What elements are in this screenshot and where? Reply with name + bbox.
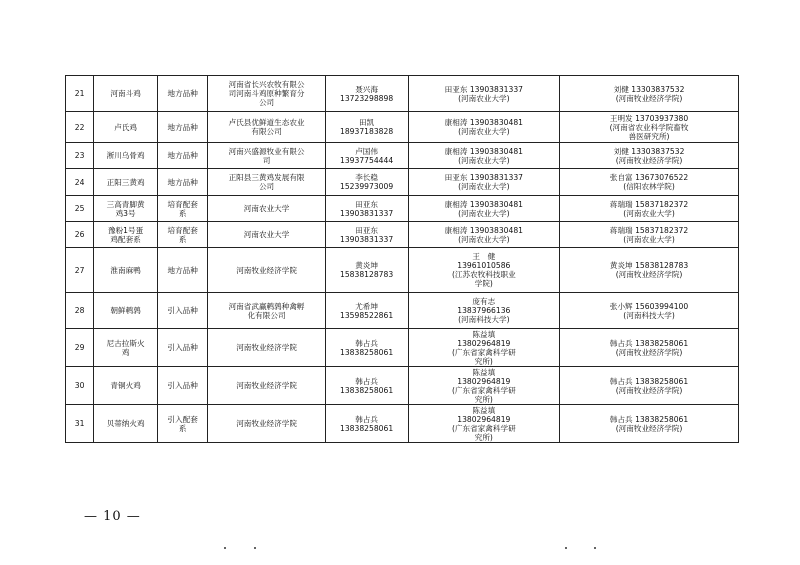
conservation-unit-line: 河南牧业经济学院 <box>236 381 297 390</box>
expert-line: (广东省家禽科学研 <box>451 347 516 357</box>
unit-contact-line: 田亚东 <box>355 225 378 235</box>
unit-contact-line: 13723298898 <box>340 93 394 103</box>
unit-contact-line: 13903831337 <box>340 208 394 218</box>
breed-name-cell <box>94 196 158 222</box>
row-number-cell: 22 <box>66 112 94 143</box>
conservation-unit-line: 河南农业大学 <box>243 230 290 239</box>
breed-name-cell <box>94 248 158 293</box>
unit-contact-line: 13838258061 <box>340 347 394 357</box>
breed-type-cell <box>157 405 208 443</box>
unit-contact-line: 韩占兵 <box>355 414 378 424</box>
breed-name-line: 豫粉1号蛋 <box>108 225 144 235</box>
conservation-unit-cell <box>208 222 325 248</box>
table-row <box>66 329 739 367</box>
breed-type-cell <box>157 367 208 405</box>
row-number-cell: 24 <box>66 169 94 196</box>
breed-name-line: 三高青脚黄 <box>106 199 145 209</box>
unit-contact-cell <box>325 405 408 443</box>
conservation-unit-line: 有限公司 <box>251 127 282 136</box>
breed-type-line: 系 <box>178 208 187 218</box>
breed-type-cell <box>157 169 208 196</box>
row-number-cell: 28 <box>66 293 94 329</box>
expert-cell <box>408 76 560 112</box>
breed-type-cell <box>157 143 208 169</box>
row-number-cell: 26 <box>66 222 94 248</box>
breed-name-cell <box>94 329 158 367</box>
row-number-cell: 21 <box>66 76 94 112</box>
conservation-unit-line: 卢氏县优鲜道生态农业 <box>228 118 305 127</box>
breed-name-line: 正阳三黄鸡 <box>106 177 145 187</box>
unit-contact-line: 聂兴海 <box>355 84 378 94</box>
breed-name-line: 贝蒂纳火鸡 <box>106 419 145 428</box>
conservation-unit-cell <box>208 112 325 143</box>
expert-line: 陈益填 <box>472 405 496 415</box>
breed-type-cell <box>157 76 208 112</box>
unit-contact-line: 18937183828 <box>340 127 394 136</box>
unit-contact-cell <box>325 196 408 222</box>
unit-contact-line: 韩占兵 <box>355 376 378 386</box>
breed-name-line: 淅川乌骨鸡 <box>106 151 145 160</box>
expert-line: (江苏农牧科技职业 <box>451 270 516 279</box>
assistant-expert-line: 张自富 13673076522 <box>609 173 689 182</box>
row-number-cell: 30 <box>66 367 94 405</box>
expert-line: 庞有志 <box>472 297 496 306</box>
conservation-unit-cell <box>208 293 325 329</box>
assistant-expert-cell <box>560 196 739 222</box>
scan-speck <box>254 547 256 549</box>
assistant-expert-cell <box>560 367 739 405</box>
row-number-cell: 25 <box>66 196 94 222</box>
breed-type-cell <box>157 329 208 367</box>
unit-contact-line: 田亚东 <box>355 199 378 209</box>
breed-name-cell <box>94 293 158 329</box>
breed-name-cell <box>94 76 158 112</box>
expert-cell <box>408 367 560 405</box>
expert-line: 究所) <box>474 432 493 442</box>
assistant-expert-line: 张小辉 15603994100 <box>609 301 689 311</box>
conservation-unit-line: 司 <box>262 155 271 165</box>
conservation-unit-line: 化有限公司 <box>247 310 286 320</box>
table-row <box>66 293 739 329</box>
assistant-expert-cell <box>560 248 739 293</box>
assistant-expert-cell <box>560 112 739 143</box>
row-number-cell: 27 <box>66 248 94 293</box>
expert-cell <box>408 329 560 367</box>
assistant-expert-line: 韩占兵 13838258061 <box>609 338 689 348</box>
conservation-unit-line: 河南兴盛源牧业有限公 <box>228 146 305 156</box>
row-number-cell: 23 <box>66 143 94 169</box>
breed-type-cell <box>157 196 208 222</box>
conservation-unit-cell <box>208 76 325 112</box>
unit-contact-line: 13598522861 <box>340 310 394 320</box>
assistant-expert-line: 王明发 13703937380 <box>609 113 689 123</box>
unit-contact-cell <box>325 367 408 405</box>
breed-name-line: 淮南麻鸭 <box>110 265 141 275</box>
assistant-expert-cell <box>560 293 739 329</box>
unit-contact-line: 韩占兵 <box>355 338 378 348</box>
table-row <box>66 367 739 405</box>
row-number-cell: 29 <box>66 329 94 367</box>
assistant-expert-line: (河南农业大学) <box>623 208 675 218</box>
expert-line: 田亚东 13903831337 <box>444 173 523 182</box>
page-number: — 10 — <box>84 509 141 524</box>
unit-contact-cell <box>325 329 408 367</box>
expert-line: (河南农业大学) <box>458 208 510 218</box>
table-row <box>66 169 739 196</box>
table-body <box>66 76 739 443</box>
assistant-expert-cell <box>560 222 739 248</box>
conservation-unit-line: 公司 <box>258 98 275 107</box>
breed-name-cell <box>94 405 158 443</box>
assistant-expert-line: 黄炎坤 15838128783 <box>609 261 689 270</box>
table-row <box>66 143 739 169</box>
unit-contact-cell <box>325 143 408 169</box>
unit-contact-line: 13937754444 <box>340 155 394 165</box>
breed-name-line: 朝鲜鹌鹑 <box>110 306 141 315</box>
conservation-unit-cell <box>208 329 325 367</box>
table-row <box>66 222 739 248</box>
expert-line: 康相涛 13903830481 <box>444 225 523 235</box>
breed-type-cell <box>157 222 208 248</box>
table-row <box>66 112 739 143</box>
unit-contact-cell <box>325 293 408 329</box>
breed-name-cell <box>94 222 158 248</box>
breed-name-cell <box>94 169 158 196</box>
expert-cell <box>408 248 560 293</box>
expert-line: 王 健 <box>472 252 496 261</box>
expert-line: 康相涛 13903830481 <box>444 146 523 156</box>
unit-contact-line: 15838128783 <box>340 270 394 279</box>
breed-type-line: 地方品种 <box>167 265 198 275</box>
scan-speck <box>224 547 226 549</box>
breed-name-line: 尼古拉斯火 <box>106 338 145 348</box>
unit-contact-cell <box>325 222 408 248</box>
unit-contact-line: 15239973009 <box>340 182 394 191</box>
breed-name-cell <box>94 143 158 169</box>
assistant-expert-line: 韩占兵 13838258061 <box>609 376 689 386</box>
breed-type-line: 引入品种 <box>167 381 198 390</box>
expert-line: 陈益填 <box>472 329 496 339</box>
assistant-expert-line: (河南牧业经济学院) <box>615 93 683 103</box>
conservation-unit-cell <box>208 248 325 293</box>
scan-speck <box>594 547 596 549</box>
breed-type-line: 地方品种 <box>167 89 198 98</box>
breed-type-line: 系 <box>178 423 187 433</box>
conservation-unit-line: 河南省武赢鹌鹑种禽孵 <box>228 301 305 311</box>
expert-line: 13802964819 <box>457 376 511 386</box>
conservation-unit-line: 司河南斗鸡原种繁育分 <box>228 89 305 98</box>
breed-type-line: 地方品种 <box>167 177 198 187</box>
assistant-expert-cell <box>560 143 739 169</box>
unit-contact-cell <box>325 76 408 112</box>
expert-line: (河南农业大学) <box>458 93 510 103</box>
assistant-expert-line: (河南科技大学) <box>623 310 675 320</box>
breed-type-line: 系 <box>178 234 187 244</box>
conservation-unit-cell <box>208 367 325 405</box>
breed-name-cell <box>94 367 158 405</box>
assistant-expert-line: 韩占兵 13838258061 <box>609 414 689 424</box>
row-number-cell: 31 <box>66 405 94 443</box>
expert-cell <box>408 222 560 248</box>
breed-type-line: 培育配套 <box>167 225 198 235</box>
conservation-unit-line: 河南省长兴农牧有限公 <box>228 80 305 89</box>
breed-type-line: 引入品种 <box>167 343 198 352</box>
breed-name-line: 鸡配套系 <box>110 234 141 244</box>
expert-line: 究所) <box>474 394 493 404</box>
expert-line: 13837966136 <box>457 306 511 315</box>
expert-cell <box>408 293 560 329</box>
conservation-unit-line: 河南牧业经济学院 <box>236 343 297 352</box>
conservation-unit-line: 河南牧业经济学院 <box>236 265 297 275</box>
unit-contact-line: 黄炎坤 <box>355 261 378 270</box>
expert-line: (河南农业大学) <box>458 155 510 165</box>
assistant-expert-cell <box>560 329 739 367</box>
assistant-expert-line: (信阳农林学院) <box>623 182 675 191</box>
breed-name-line: 鸡 <box>121 347 130 357</box>
expert-cell <box>408 112 560 143</box>
breed-type-line: 培育配套 <box>167 199 198 209</box>
assistant-expert-line: 蒋瑞瑞 15837182372 <box>609 199 689 209</box>
breed-table <box>65 75 739 443</box>
expert-line: 13961010586 <box>457 261 511 270</box>
unit-contact-line: 13838258061 <box>340 385 394 395</box>
table-row <box>66 196 739 222</box>
breed-type-line: 引入品种 <box>167 306 198 315</box>
unit-contact-line: 13838258061 <box>340 423 394 433</box>
breed-type-cell <box>157 248 208 293</box>
unit-contact-line: 卢国伟 <box>355 146 378 156</box>
assistant-expert-line: (河南牧业经济学院) <box>615 347 683 357</box>
expert-cell <box>408 143 560 169</box>
table-row <box>66 76 739 112</box>
conservation-unit-cell <box>208 405 325 443</box>
expert-line: 13802964819 <box>457 338 511 348</box>
expert-line: (广东省家禽科学研 <box>451 385 516 395</box>
assistant-expert-line: (河南农业大学) <box>623 234 675 244</box>
assistant-expert-cell <box>560 405 739 443</box>
conservation-unit-line: 河南牧业经济学院 <box>236 419 297 428</box>
unit-contact-cell <box>325 169 408 196</box>
assistant-expert-line: (河南牧业经济学院) <box>615 423 683 433</box>
expert-cell <box>408 169 560 196</box>
assistant-expert-line: 蒋瑞瑞 15837182372 <box>609 225 689 235</box>
expert-line: 陈益填 <box>472 367 496 377</box>
expert-line: 究所) <box>474 356 493 366</box>
scan-speck <box>565 547 567 549</box>
breed-name-line: 青铜火鸡 <box>110 381 141 390</box>
unit-contact-cell <box>325 112 408 143</box>
conservation-unit-cell <box>208 169 325 196</box>
conservation-unit-cell <box>208 143 325 169</box>
unit-contact-cell <box>325 248 408 293</box>
unit-contact-line: 13903831337 <box>340 234 394 244</box>
conservation-unit-cell <box>208 196 325 222</box>
assistant-expert-line: 兽医研究所) <box>628 131 670 141</box>
conservation-unit-line: 河南农业大学 <box>243 204 290 213</box>
expert-cell <box>408 196 560 222</box>
expert-line: 13802964819 <box>457 414 511 424</box>
expert-cell <box>408 405 560 443</box>
table-row <box>66 405 739 443</box>
breed-type-line: 引入配套 <box>167 414 198 424</box>
breed-name-line: 河南斗鸡 <box>110 89 141 98</box>
expert-line: 康相涛 13903830481 <box>444 118 523 127</box>
conservation-unit-line: 正阳县三黄鸡发展有限 <box>228 173 305 182</box>
breed-name-line: 卢氏鸡 <box>114 122 137 132</box>
expert-line: (广东省家禽科学研 <box>451 423 516 433</box>
expert-line: (河南科技大学) <box>458 315 510 324</box>
table-row <box>66 248 739 293</box>
assistant-expert-line: (河南牧业经济学院) <box>615 270 683 279</box>
unit-contact-line: 尤希坤 <box>355 301 378 311</box>
assistant-expert-line: 刘健 13303837532 <box>613 146 685 156</box>
breed-type-cell <box>157 293 208 329</box>
assistant-expert-line: 刘健 13303837532 <box>613 84 685 94</box>
breed-name-line: 鸡3号 <box>115 208 136 218</box>
assistant-expert-cell <box>560 169 739 196</box>
unit-contact-line: 田凯 <box>359 118 375 127</box>
expert-line: (河南农业大学) <box>458 234 510 244</box>
unit-contact-line: 李长稳 <box>355 173 378 182</box>
breed-type-cell <box>157 112 208 143</box>
assistant-expert-line: (河南省农业科学院畜牧 <box>609 122 689 132</box>
conservation-unit-line: 公司 <box>258 182 275 191</box>
expert-line: 田亚东 13903831337 <box>444 84 523 94</box>
expert-line: (河南农业大学) <box>458 182 510 191</box>
breed-type-line: 地方品种 <box>167 122 198 132</box>
expert-line: 学院) <box>474 279 493 288</box>
breed-type-line: 地方品种 <box>167 151 198 160</box>
assistant-expert-line: (河南牧业经济学院) <box>615 155 683 165</box>
expert-line: 康相涛 13903830481 <box>444 199 523 209</box>
assistant-expert-cell <box>560 76 739 112</box>
breed-name-cell <box>94 112 158 143</box>
assistant-expert-line: (河南牧业经济学院) <box>615 385 683 395</box>
expert-line: (河南农业大学) <box>458 127 510 136</box>
